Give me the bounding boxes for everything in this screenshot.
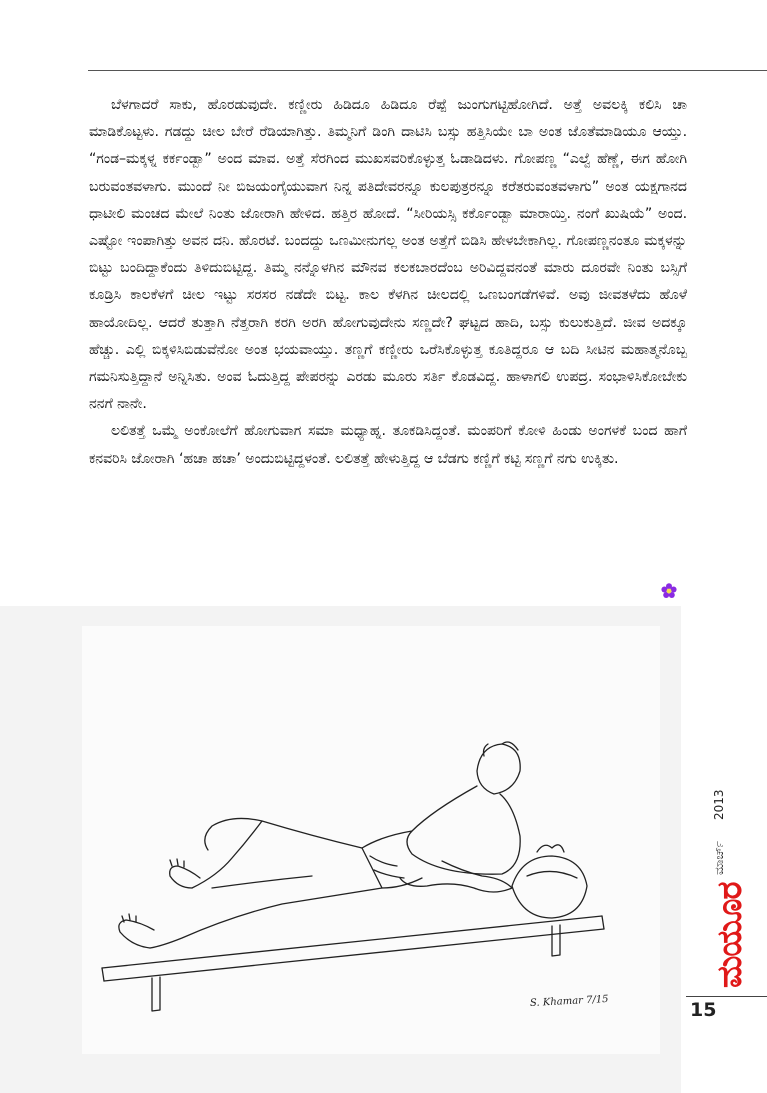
- article-body: [89, 92, 687, 473]
- paragraph-2: ಲಲಿತತ್ತೆ ಒಮ್ಮೆ ಅಂಕೋಲೆಗೆ ಹೋಗುವಾಗ ಸಮಾ ಮಧ್ಯಾಹ್ನ. ತೂಕಡಿಸಿದ್ದಂತೆ. ಮಂಪರಿಗೆ ಕೋಳಿ ಹಿಂಡು ಅಂಗಳಕೆ ಬಂದ ಹಾಗೆ ಕನವರಿಸಿ ಜೋರಾಗಿ ‘ಹಚಾ ಹಚಾ’ ಅಂದುಬಿಟ್ಟಿದ್ದಳಂತೆ. ಲಲಿತತ್ತೆ ಹೇಳುತ್ತಿದ್ದ ಆ ಬೆಡಗು ಕಣ್ಣಿಗೆ ಕಟ್ಟಿ ಸಣ್ಣಗೆ ನಗು ಉಕ್ಕಿತು.: [89, 423, 687, 467]
- page-number: 15: [690, 999, 717, 1021]
- paragraph-1: ಬೆಳಗಾದರೆ ಸಾಕು, ಹೊರಡುವುದೇ. ಕಣ್ಣೀರು ಹಿಡಿದೂ ಹಿಡಿದೂ ರೆಪ್ಪೆ ಜುಂಗುಗಟ್ಟಿಹೋಗಿದೆ. ಅತ್ತೆ ಅವಲಕ್ಕಿ ಕಲಿಸಿ ಚಾ ಮಾಡಿಕೊಟ್ಟಳು. ಗಡದ್ದು ಚೀಲ ಬೇರೆ ರೆಡಿಯಾಗಿತ್ತು. ತಿಮ್ಮನಿಗೆ ಡಿಂಗಿ ದಾಟಿಸಿ ಬಸ್ಸು ಹತ್ತಿಸಿಯೇ ಬಾ ಅಂತ ಜೊತೆಮಾಡಿಯೂ ಆಯ್ತು. “ಗಂಡ–ಮಕ್ಕಳ್ನ ಕರ್ಕಂಡ್ಬಾ” ಅಂದ ಮಾವ. ಅತ್ತೆ ಸೆರಗಿಂದ ಮುಖಸವರಿಕೊಳ್ಳುತ್ತ ಓಡಾಡಿದಳು. ಗೋಪಣ್ಣ “ಎಲ್ವೆ ಹೆಣ್ಣೆ, ಈಗ ಹೋಗಿ ಬರುವಂತವಳಾಗು. ಮುಂದೆ ನೀ ಬಿಜಯಂಗೈಯುವಾಗ ನಿನ್ನ ಪತಿದೇವರನ್ನೂ ಕುಲಪುತ್ರರನ್ನೂ ಕರೆತರುವಂತವಳಾಗು” ಅಂತ ಯಕ್ಷಗಾನದ ಧಾಟೀಲಿ ಮಂಚದ ಮೇಲೆ ನಿಂತು ಜೋರಾಗಿ ಹೇಳಿದ. ಹತ್ತಿರ ಹೋದೆ. “ಸೀರಿಯಸ್ಸಿ ಕರ್ಕೊಂಡ್ಬಾ ಮಾರಾಯ್ತಿ. ನಂಗೆ ಖುಷಿಯೆ” ಅಂದ. ಎಷ್ಟೋ ಇಂಪಾಗಿತ್ತು ಅವನ ದನಿ. ಹೊರಟೆ. ಬಂದದ್ದು ಒಣಮೀನುಗಲ್ಲ ಅಂತ ಅತ್ತೆಗೆ ಬಿಡಿಸಿ ಹೇಳಬೇಕಾಗಿಲ್ಲ. ಗೋಪಣ್ಣನಂತೂ ಮಕ್ಕಳನ್ನು ಬಿಟ್ಟು ಬಂದಿದ್ದಾಕೆಂದು ತಿಳಿದುಬಿಟ್ಟಿದ್ದ. ತಿಮ್ಮ ನನ್ನೊಳಗಿನ ಮೌನವ ಕಲಕಬಾರದೆಂಬ ಅರಿವಿದ್ದವನಂತೆ ಮಾರು ದೂರವೇ ನಿಂತು ಬಸ್ಸಿಗೆ ಕೂಡ್ರಿಸಿ ಕಾಲಕೆಳಗೆ ಚೀಲ ಇಟ್ಟು ಸರಸರ ನಡೆದೇ ಬಿಟ್ಟ. ಕಾಲ ಕೆಳಗಿನ ಚೀಲದಲ್ಲಿ ಒಣಬಂಗಡೆಗಳಿವೆ. ಅವು ಜೀವತಳೆದು ಹೊಳೆ ಹಾಯೋದಿಲ್ಲ. ಆದರೆ ತುತ್ತಾಗಿ ನೆತ್ತರಾಗಿ ಕರಗಿ ಅರಗಿ ಹೋಗುವುದೇನು ಸಣ್ಣದೇ? ಘಟ್ಟದ ಹಾದಿ, ಬಸ್ಸು ಕುಲುಕುತ್ತಿದೆ. ಜೀವ ಅದಕ್ಕೂ ಹೆಚ್ಚು. ಎಲ್ಲಿ ಬಿಕ್ಕಳಿಸಿಬಿಡುವೆನೋ ಅಂತ ಭಯವಾಯ್ತು. ತಣ್ಣಗೆ ಕಣ್ಣೀರು ಒರೆಸಿಕೊಳ್ಳುತ್ತ ಕೂತಿದ್ದರೂ ಆ ಬದಿ ಸೀಟಿನ ಮಹಾತ್ಮನೊಬ್ಬ ಗಮನಿಸುತ್ತಿದ್ದಾನೆ ಅನ್ನಿಸಿತು. ಅಂವ ಓದುತ್ತಿದ್ದ ಪೇಪರನ್ನು ಎರಡು ಮೂರು ಸರ್ತಿ ಕೊಡವಿದ್ದ. ಹಾಳಾಗಲಿ ಉಪದ್ರ. ಸಂಭಾಳಿಸಿಕೋಬೇಕು ನನಗೆ ನಾನೇ.: [89, 97, 687, 413]
- issue-year: 2013: [712, 789, 726, 820]
- issue-month: ಮಾರ್ಚ್: [712, 841, 726, 875]
- header-rule: [88, 70, 767, 71]
- magazine-name: ಮಯೂರ: [710, 882, 750, 988]
- flower-ornament-icon: [661, 583, 677, 599]
- artist-signature: S. Khamar 7/15: [529, 993, 609, 1010]
- page-number-rule: [686, 996, 767, 997]
- reclining-man-illustration: [82, 626, 660, 1054]
